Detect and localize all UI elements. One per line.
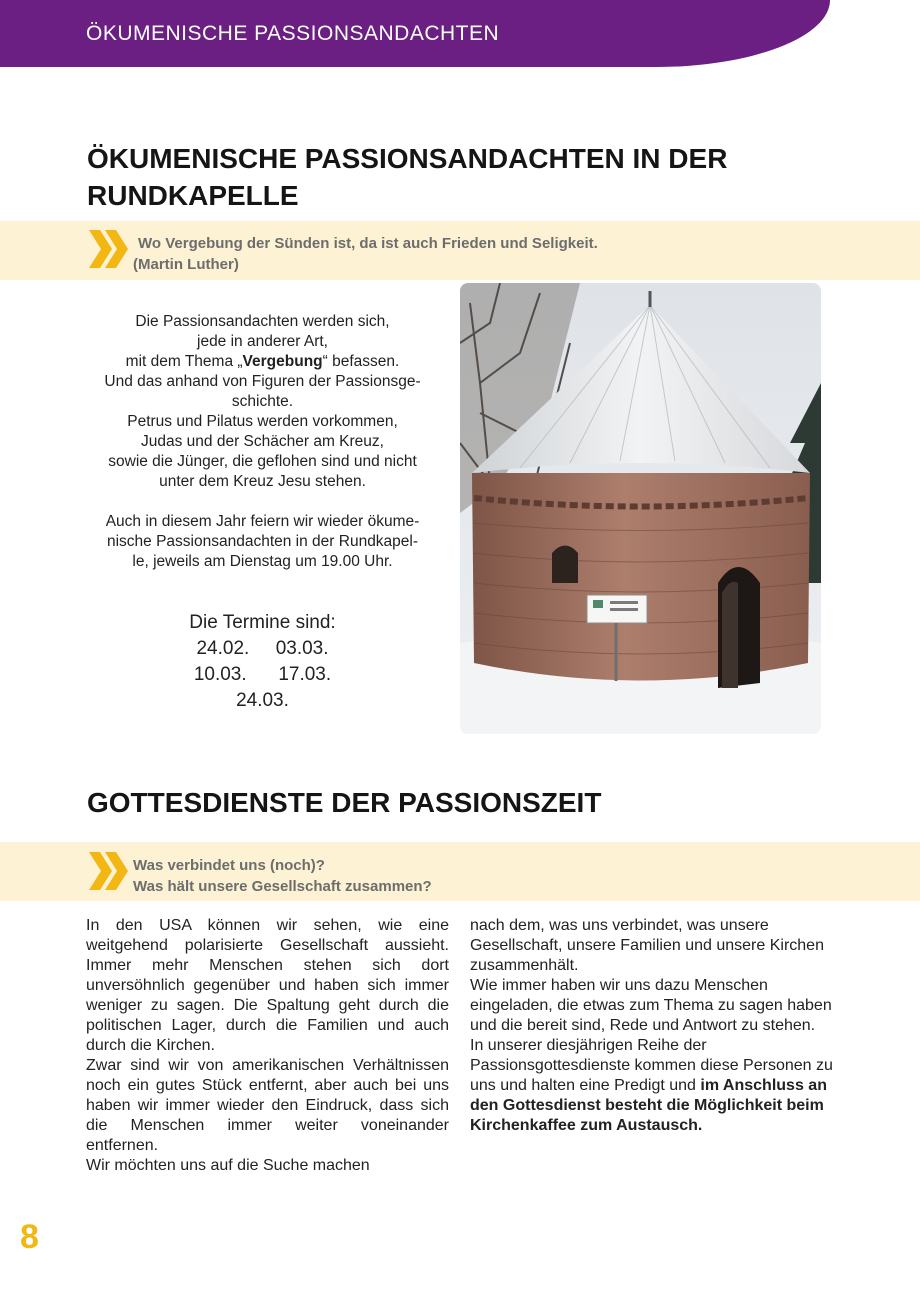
spacer — [85, 492, 440, 512]
chapel-photo — [460, 283, 821, 734]
paragraph-bold-text: im Anschluss an den Gottesdienst besteht die Möglichkeit beim Kirchenkaffee zum Austausch. — [470, 1077, 827, 1134]
intro-text — [85, 312, 440, 572]
paragraph: Wir möchten uns auf die Suche machen — [86, 1157, 370, 1174]
paragraph — [470, 1036, 834, 1136]
chapel-illustration — [460, 283, 821, 734]
page-number: 8 — [20, 1218, 39, 1256]
paragraph: In den USA können wir sehen, wie eine weitgehend polarisierte Gesellschaft aussieht. Immer mehr Menschen stehen sich dort unversöhnlich gegenüber und haben sich immer weniger zu sagen. Die Spaltung geht durch die politischen Lager, durch die Familien und auch durch die Kirchen. — [86, 917, 449, 1054]
section1-heading-line1: ÖKUMENISCHE PASSIONSANDACHTEN IN DER — [87, 143, 728, 174]
topic-keyword: Vergebung — [242, 353, 323, 370]
section1-heading — [87, 140, 787, 214]
section2-heading: GOTTESDIENSTE DER PASSIONSZEIT — [87, 787, 602, 818]
quote-1 — [133, 233, 598, 275]
intro-line: jede in anderer Art, — [197, 333, 328, 350]
dates-block — [160, 610, 365, 714]
paragraph: Zwar sind wir von amerikanischen Verhältnissen noch ein gutes Stück entfernt, aber auch bei uns haben wir immer wieder den Eindruck, dass sich die Menschen immer weiter voneinander entfernen. — [86, 1057, 449, 1154]
intro-line: le, jeweils am Dienstag um 19.00 Uhr. — [132, 553, 393, 570]
paragraph: nach dem, was uns verbindet, was unsere Gesellschaft, unsere Familien und unsere Kirchen zusammenhält. — [470, 917, 824, 974]
intro-line: unter dem Kreuz Jesu stehen. — [159, 473, 366, 490]
intro-line: Petrus und Pilatus werden vorkommen, — [127, 413, 398, 430]
chevron-double-icon — [87, 850, 131, 892]
header-title: ÖKUMENISCHE PASSIONSANDACHTEN — [86, 22, 500, 45]
quote-2-line1: Was verbindet uns (noch)? — [133, 857, 325, 874]
quote-2-line2: Was hält unsere Gesellschaft zusammen? — [133, 878, 432, 895]
intro-line: nische Passionsandachten in der Rundkapel- — [106, 533, 419, 550]
body-column-right — [470, 916, 834, 1136]
section1-heading-line2: RUNDKAPELLE — [87, 180, 299, 211]
intro-line: Die Passionsandachten werden sich, — [135, 313, 390, 330]
body-column-left — [86, 916, 449, 1176]
quote-2 — [133, 855, 432, 897]
paragraph: Wie immer haben wir uns dazu Menschen eingeladen, die etwas zum Thema zu sagen haben und die bereit sind, Rede und Antwort zu stehen. — [470, 977, 832, 1034]
paragraph-text: In unserer diesjährigen Reihe der Passionsgottesdienste kommen diese Personen zu uns und halten eine Predigt und — [470, 1037, 833, 1094]
intro-line: Judas und der Schächer am Kreuz, — [141, 433, 384, 450]
intro-line-part: “ befassen. — [322, 353, 400, 370]
dates-label: Die Termine sind: — [189, 612, 336, 633]
intro-line: Und das anhand von Figuren der Passionsge- — [104, 373, 421, 390]
quote-1-line2: (Martin Luther) — [133, 256, 239, 273]
intro-line: sowie die Jünger, die geflohen sind und nicht — [108, 453, 417, 470]
intro-line — [85, 352, 440, 372]
intro-line: schichte. — [231, 393, 294, 410]
dates-row: 24.03. — [236, 690, 289, 711]
dates-row: 10.03. 17.03. — [193, 664, 332, 685]
chevron-double-icon — [87, 228, 131, 270]
quote-1-line1: Wo Vergebung der Sünden ist, da ist auch Frieden und Seligkeit. — [138, 235, 598, 252]
intro-line: Auch in diesem Jahr feiern wir wieder ökume- — [105, 513, 420, 530]
intro-line-part: mit dem Thema „ — [125, 353, 243, 370]
dates-row: 24.02. 03.03. — [196, 638, 329, 659]
